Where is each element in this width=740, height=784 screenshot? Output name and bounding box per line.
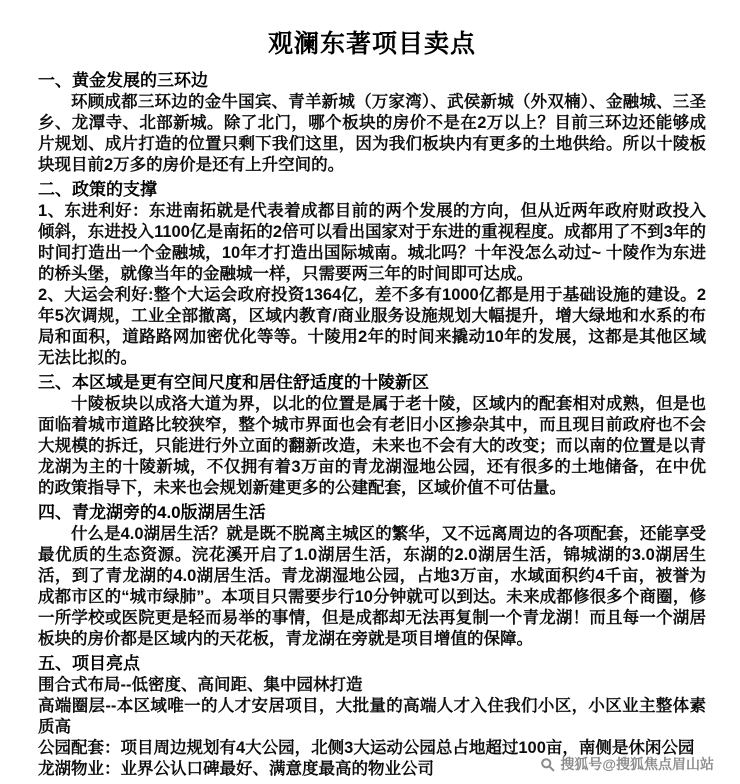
section-heading: 三、本区域是更有空间尺度和居住舒适度的十陵新区 [38,373,429,392]
highlight-line: 公园配套：项目周边规划有4大公园，北侧3大运动公园总占地超过100亩，南侧是休闲公园 [38,739,695,757]
section-policy-support [38,179,706,369]
section-lake-life [38,502,706,650]
highlight-line: 高端圈层--本区域唯一的人才安居项目，大批量的高端人才入住我们小区，小区业主整体素质高 [38,697,706,736]
watermark [540,754,714,774]
item-label: 1、东进利好： [38,202,149,220]
item-text: 整个大运会政府投资1364亿，差不多有1000亿都是用于基础设施的建设。2年5次调规，工业全部撤离，区域内教育/商业服务设施规划大幅提升，增大绿地和水系的布局和面积，道路路网加密优化等等。十陵用2年的时间来撬动10年的发展，这都是其他区域无法比拟的。 [38,286,706,367]
search-icon [540,757,555,772]
section-shiling-new-district [38,372,706,499]
item-text: 东进南拓就是代表着成都目前的两个发展的方向，但从近两年政府财政投入倾斜，东进投入1100亿是南拓的2倍可以看出国家对于东进的重视程度。成都用了不到3年的时间打造出一个金融城，10年才打造出国际城南。城北吗？十年没怎么动过~ 十陵作为东进的桥头堡，就像当年的金融城一样，只需要两三年的时间即可达成。 [38,202,707,283]
section-golden-third-ring [38,70,706,176]
highlight-line: 龙湖物业：业界公认口碑最好、满意度最高的物业公司 [38,760,434,778]
paragraph: 十陵板块以成洛大道为界，以北的位置是属于老十陵，区域内的配套相对成熟，但是也面临着城市道路比较狭窄，整个城市界面也会有老旧小区掺杂其中，而且现目前政府也不会大规模的拆迁，只能进行外立面的翻新改造，未来也不会有大的改变；而以南的位置是以青龙湖为主的十陵新城，不仅拥有着3万亩的青龙湖湿地公园，还有很多的土地储备，在中优的政策指导下，未来也会规划新建更多的公建配套，区域价值不可估量。 [38,395,706,497]
page-title: 观澜东著项目卖点 [267,30,476,58]
item-label: 2、大运会利好: [38,286,154,304]
paragraph [38,201,706,285]
section-heading: 五、项目亮点 [38,654,140,673]
paragraph: 什么是4.0湖居生活？就是既不脱离主城区的繁华，又不远离周边的各项配套，还能享受最优质的生态资源。浣花溪开启了1.0湖居生活，东湖的2.0湖居生活，锦城湖的3.0湖居生活，到了青龙湖的4.0湖居生活。青龙湖湿地公园，占地3万亩，水域面积约4千亩，被誉为成都市区的“城市绿肺”。本项目只需要步行10分钟就可以到达。未来成都修很多个商圈，修一所学校或医院更是轻而易举的事情，但是成都却无法再复制一个青龙湖！而且每一个湖居板块的房价都是区域内的天花板，青龙湖在旁就是项目增值的保障。 [38,525,706,648]
section-heading: 一、黄金发展的三环边 [38,71,208,90]
highlight-line: 围合式布局--低密度、高间距、集中园林打造 [38,676,363,694]
paragraph: 环顾成都三环边的金牛国宾、青羊新城（万家湾）、武侯新城（外双楠）、金融城、三圣乡、龙潭寺、北部新城。除了北门，哪个板块的房价不是在2万以上？目前三环边还能够成片规划、成片打造的位置只剩下我们这里，因为我们板块内有更多的土地供给。所以十陵板块现目前2万多的房价是还有上升空间的。 [38,93,706,174]
section-heading: 二、政策的支撑 [38,180,157,199]
paragraph [38,285,706,369]
section-heading: 四、青龙湖旁的4.0版湖居生活 [38,503,266,522]
watermark-text: 搜狐号@搜狐焦点眉山站 [560,756,714,772]
